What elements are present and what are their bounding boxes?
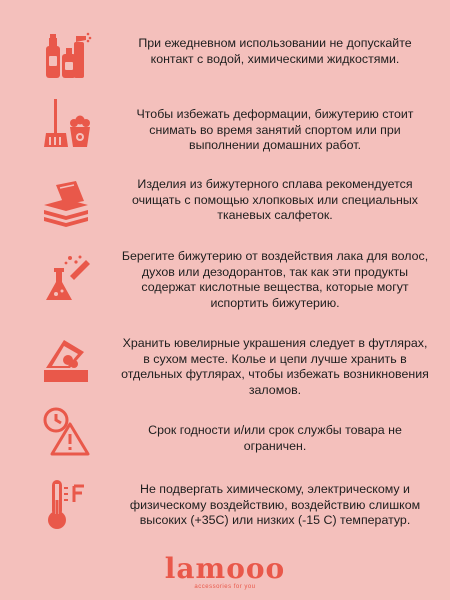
cleaning-products-icon	[40, 30, 92, 82]
brand-logo	[0, 552, 450, 590]
care-item-text: Изделия из бижутерного сплава рекомендуется очищать с помощью хлопковых или специальных тканевых салфеток.	[131, 177, 418, 222]
jewelry-box-icon	[40, 334, 92, 386]
care-item-text: Хранить ювелирные украшения следует в футлярах, в сухом месте. Колье и цепи лучше хранить в отдельных футлярах, чтобы избежать возникновения заломов.	[121, 336, 429, 397]
clock-warning-icon	[40, 406, 92, 458]
brand-logo-word: lamooo	[164, 552, 286, 585]
care-item-text: Не подвергать химическому, электрическому и физическому воздействию, воздействию слишком высоких (+35С) или низких (-15 С) температур.	[129, 482, 421, 527]
brand-tagline: accessories for you	[194, 584, 256, 590]
napkins-stack-icon	[40, 177, 92, 229]
care-item-text: Берегите бижутерию от воздействия лака для волос, духов или дезодорантов, так как эти продукты содержат кислотные вещества, которые могут испортить бижутерию.	[121, 249, 429, 310]
care-item-text: Срок годности и/или срок службы товара не ограничен.	[148, 423, 402, 453]
thermometer-icon	[40, 478, 92, 530]
mop-bucket-icon	[40, 97, 92, 149]
care-item-text: Чтобы избежать деформации, бижутерию стоит снимать во время занятий спортом или при выполнении домашних работ.	[136, 107, 414, 152]
chemistry-flask-icon	[40, 254, 92, 306]
care-item-text: При ежедневном использовании не допускайте контакт с водой, химическими жидкостями.	[138, 36, 412, 66]
